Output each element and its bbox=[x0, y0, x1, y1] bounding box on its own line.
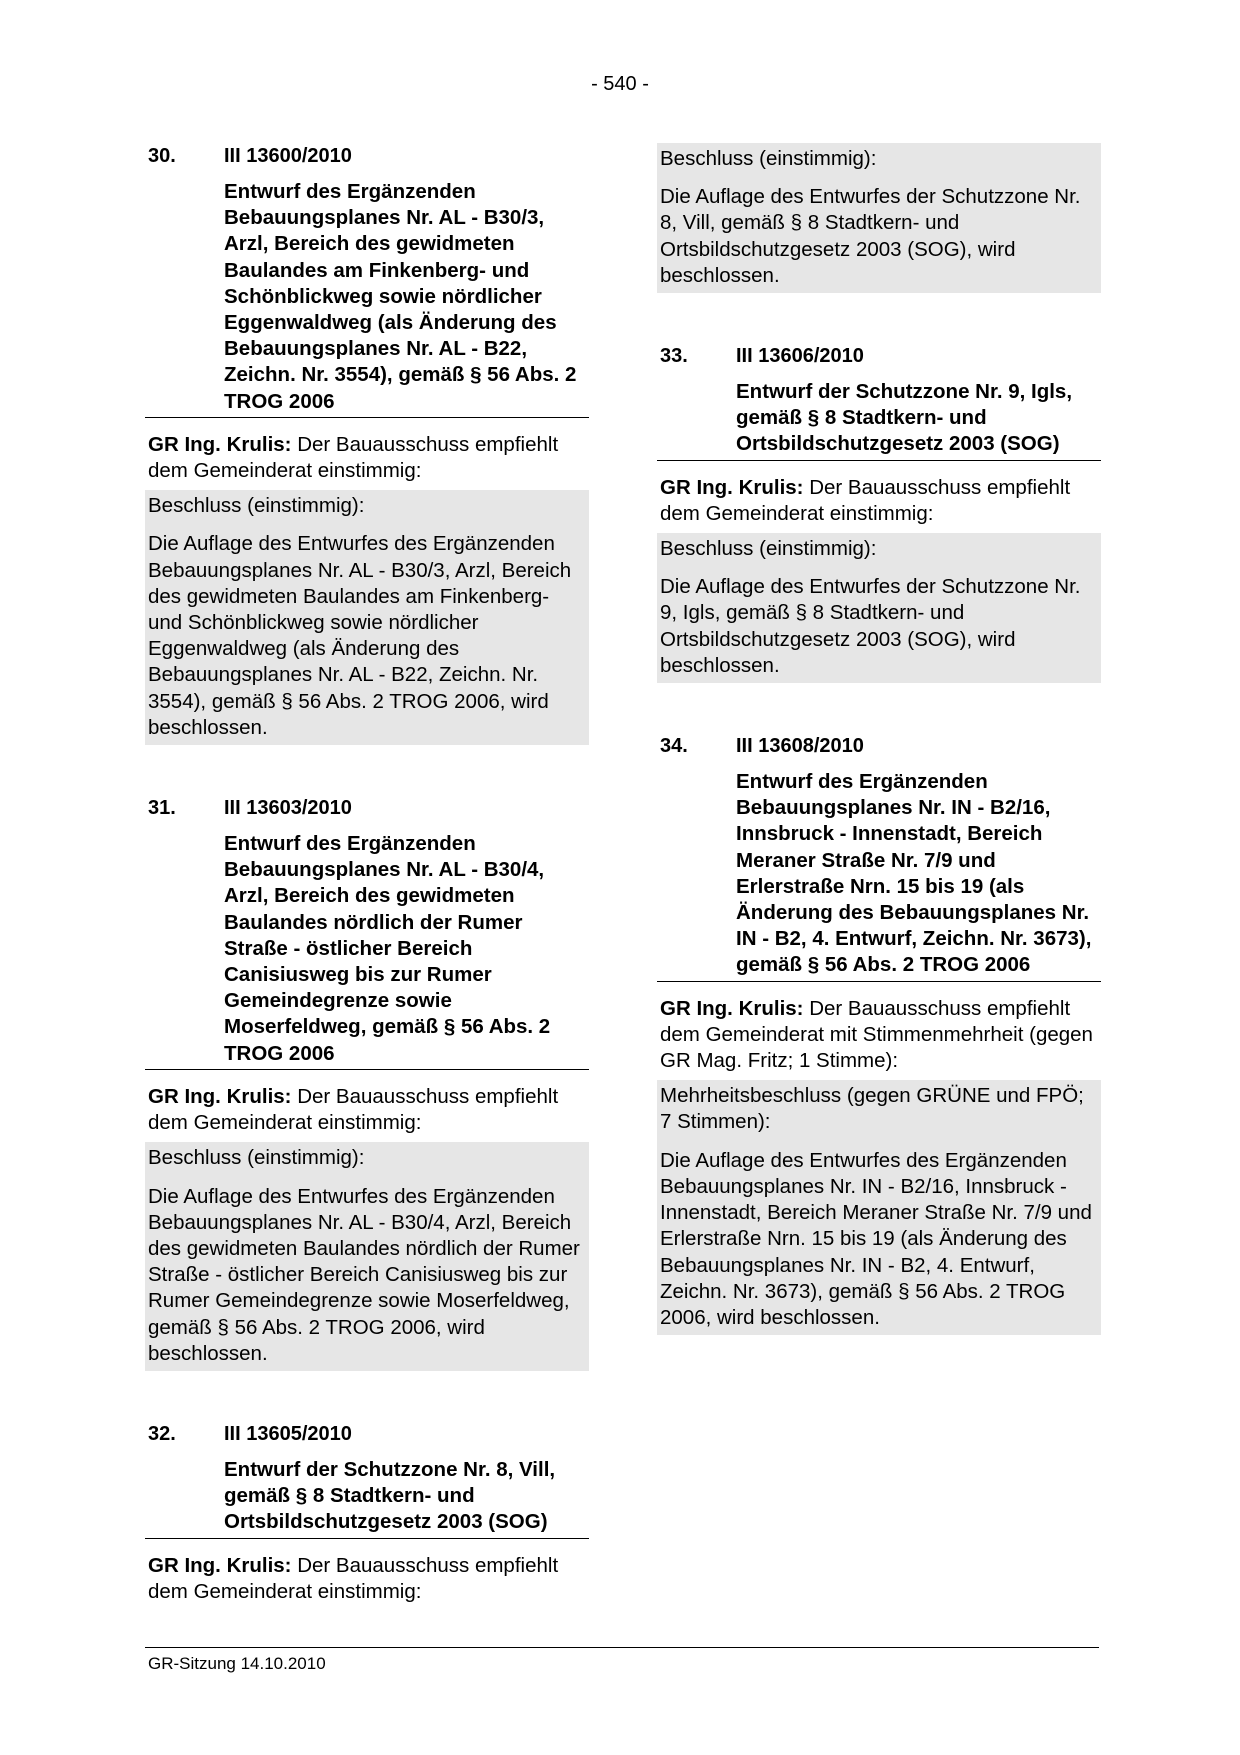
statement-text: Der Bauausschuss empfiehlt dem Gemeinderat mit Stimmenmehrheit (gegen GR Mag. Fritz; 1 Stimme): bbox=[660, 996, 1093, 1073]
page-number: - 540 - bbox=[591, 73, 649, 95]
item-reference: III 13608/2010 bbox=[736, 735, 864, 758]
agenda-item-30 bbox=[145, 143, 589, 745]
statement-text: Der Bauausschuss empfiehlt dem Gemeinderat einstimmig: bbox=[148, 1553, 559, 1603]
item-heading bbox=[657, 343, 1101, 369]
item-number: 31. bbox=[148, 797, 176, 820]
decision-label: Beschluss (einstimmig): bbox=[148, 1146, 365, 1170]
item-reference: III 13606/2010 bbox=[736, 345, 864, 368]
speaker-statement bbox=[145, 1553, 589, 1605]
speaker-statement bbox=[145, 1084, 589, 1136]
speaker-name: GR Ing. Krulis: bbox=[660, 996, 804, 1020]
statement-text: Der Bauausschuss empfiehlt dem Gemeinderat einstimmig: bbox=[148, 432, 559, 483]
speaker-statement bbox=[657, 475, 1101, 527]
item-heading bbox=[657, 733, 1101, 759]
speaker-name: GR Ing. Krulis: bbox=[148, 1084, 292, 1108]
item-title: Entwurf des Ergänzenden Bebauungsplanes Nr. AL - B30/3, Arzl, Bereich des gewidmeten Baulandes am Finkenberg- und Schönblickweg sowie nördlicher Eggenwaldweg (als Änderung des Bebauungsplanes Nr. AL - B22, Zeichn. Nr. 3554), gemäß § 56 Abs. 2 TROG 2006 bbox=[145, 179, 589, 418]
item-number: 30. bbox=[148, 145, 176, 167]
decision-text: Die Auflage des Entwurfes des Ergänzenden Bebauungsplanes Nr. IN - B2/16, Innsbruck - Innenstadt, Bereich Meraner Straße Nr. 7/9 und Erlerstraße Nrn. 15 bis 19 (als Änderung des Bebauungsplanes Nr. IN - B2, 4. Entwurf, Zeichn. Nr. 3673), gemäß § 56 Abs. 2 TROG 2006, wird beschlossen. bbox=[660, 1148, 1092, 1329]
left-column bbox=[145, 143, 589, 1611]
speaker-name: GR Ing. Krulis: bbox=[660, 475, 804, 499]
item-reference: III 13603/2010 bbox=[224, 797, 352, 820]
decision-box bbox=[657, 1080, 1101, 1335]
speaker-name: GR Ing. Krulis: bbox=[148, 432, 292, 456]
agenda-item-34 bbox=[657, 733, 1101, 1335]
decision-text: Die Auflage des Entwurfes der Schutzzone Nr. 8, Vill, gemäß § 8 Stadtkern- und Ortsbildschutzgesetz 2003 (SOG), wird beschlossen. bbox=[660, 185, 1081, 287]
decision-label: Beschluss (einstimmig): bbox=[148, 494, 365, 518]
statement-text: Der Bauausschuss empfiehlt dem Gemeinderat einstimmig: bbox=[148, 1084, 559, 1135]
decision-text: Die Auflage des Entwurfes der Schutzzone Nr. 9, Igls, gemäß § 8 Stadtkern- und Ortsbildschutzgesetz 2003 (SOG), wird beschlossen. bbox=[660, 575, 1081, 677]
statement-text: Der Bauausschuss empfiehlt dem Gemeinderat einstimmig: bbox=[660, 475, 1071, 525]
item-title: Entwurf des Ergänzenden Bebauungsplanes Nr. IN - B2/16, Innsbruck - Innenstadt, Bereich Meraner Straße Nr. 7/9 und Erlerstraße Nrn. 15 bis 19 (als Änderung des Bebauungsplanes Nr. IN - B2, 4. Entwurf, Zeichn. Nr. 3673), gemäß § 56 Abs. 2 TROG 2006 bbox=[657, 769, 1101, 982]
agenda-item-31 bbox=[145, 795, 589, 1371]
decision-box bbox=[145, 1142, 589, 1371]
decision-label: Beschluss (einstimmig): bbox=[660, 147, 877, 170]
footer-session-date: GR-Sitzung 14.10.2010 bbox=[148, 1654, 326, 1673]
item-heading bbox=[145, 795, 589, 821]
speaker-statement bbox=[145, 432, 589, 484]
decision-label: Beschluss (einstimmig): bbox=[660, 537, 877, 561]
item-title: Entwurf der Schutzzone Nr. 9, Igls, gemäß § 8 Stadtkern- und Ortsbildschutzgesetz 2003 (SOG) bbox=[657, 379, 1101, 461]
speaker-statement bbox=[657, 996, 1101, 1075]
item-number: 32. bbox=[148, 1422, 176, 1445]
item-number: 34. bbox=[660, 735, 688, 758]
decision-box bbox=[657, 533, 1101, 683]
decision-text: Die Auflage des Entwurfes des Ergänzenden Bebauungsplanes Nr. AL - B30/3, Arzl, Bereich des gewidmeten Baulandes am Finkenberg- und Schönblickweg sowie nördlicher Eggenwaldweg (als Änderung des Bebauungsplanes Nr. AL - B22, Zeichn. Nr. 3554), gemäß § 56 Abs. 2 TROG 2006, wird beschlossen. bbox=[148, 532, 572, 739]
speaker-name: GR Ing. Krulis: bbox=[148, 1553, 292, 1577]
item-heading bbox=[145, 1421, 589, 1447]
item-reference: III 13605/2010 bbox=[224, 1422, 352, 1445]
item-title: Entwurf der Schutzzone Nr. 8, Vill, gemäß § 8 Stadtkern- und Ortsbildschutzgesetz 2003 (SOG) bbox=[145, 1457, 589, 1539]
right-column bbox=[657, 143, 1101, 1335]
decision-box-item-32 bbox=[657, 143, 1101, 293]
decision-text: Die Auflage des Entwurfes des Ergänzenden Bebauungsplanes Nr. AL - B30/4, Arzl, Bereich des gewidmeten Baulandes nördlich der Rumer Straße - östlicher Bereich Canisiusweg bis zur Rumer Gemeindegrenze sowie Moserfeldweg, gemäß § 56 Abs. 2 TROG 2006, wird beschlossen. bbox=[148, 1184, 580, 1365]
item-reference: III 13600/2010 bbox=[224, 145, 352, 167]
item-title: Entwurf des Ergänzenden Bebauungsplanes Nr. AL - B30/4, Arzl, Bereich des gewidmeten Baulandes nördlich der Rumer Straße - östlicher Bereich Canisiusweg bis zur Rumer Gemeindegrenze sowie Moserfeldweg, gemäß § 56 Abs. 2 TROG 2006 bbox=[145, 831, 589, 1070]
item-heading bbox=[145, 143, 589, 169]
decision-box bbox=[145, 490, 589, 745]
agenda-item-32 bbox=[145, 1421, 589, 1605]
decision-label: Mehrheitsbeschluss (gegen GRÜNE und FPÖ; 7 Stimmen): bbox=[660, 1084, 1084, 1134]
footer-divider bbox=[145, 1647, 1099, 1648]
agenda-item-33 bbox=[657, 343, 1101, 683]
item-number: 33. bbox=[660, 345, 688, 368]
